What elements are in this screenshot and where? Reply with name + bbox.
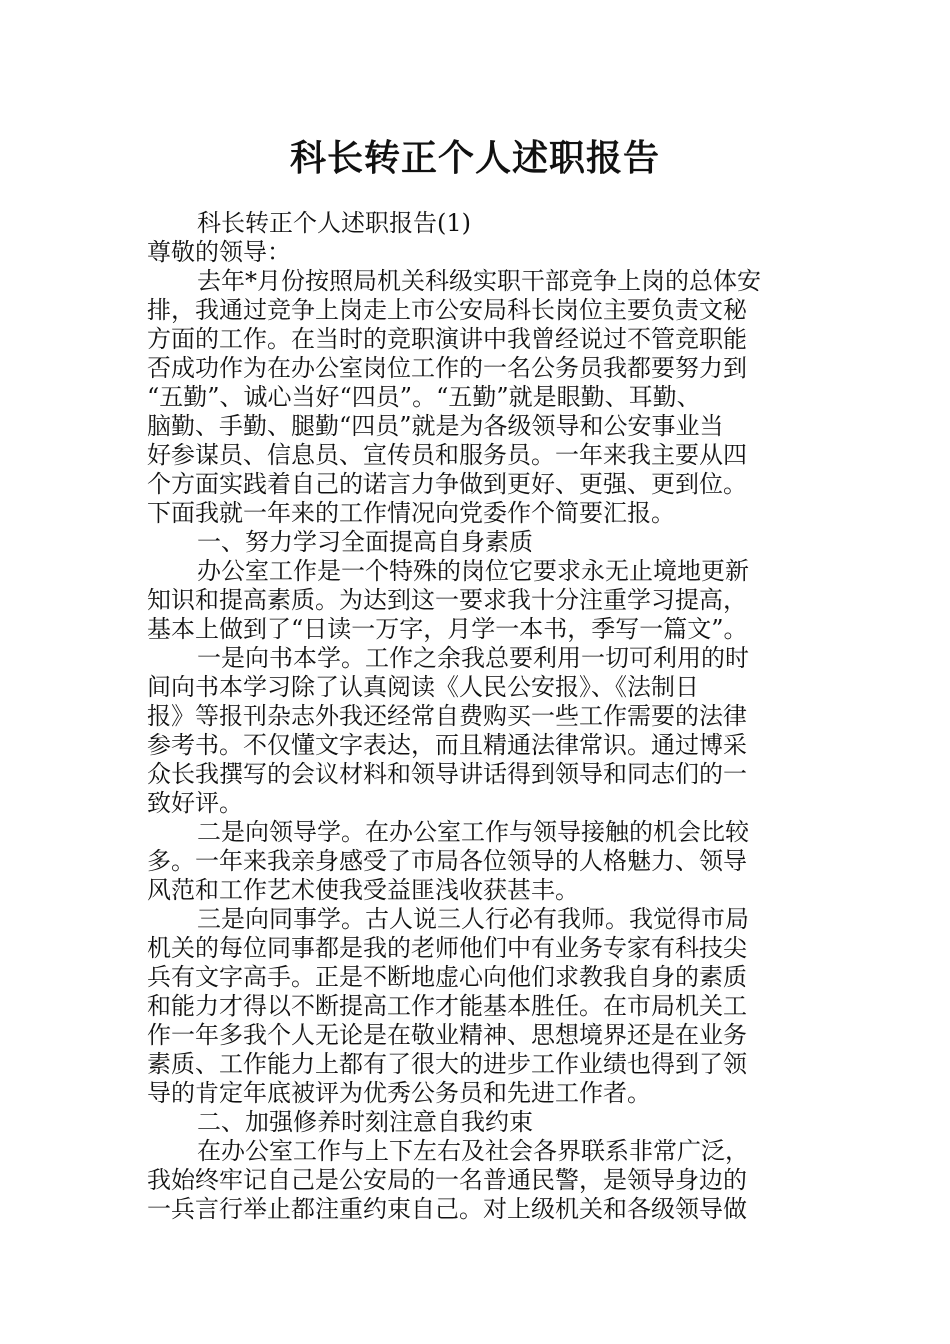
text-line: 一兵言行举止都注重约束自己。对上级机关和各级领导做	[147, 1195, 747, 1223]
text-line: 二是向领导学。在办公室工作与领导接触的机会比较	[197, 818, 749, 846]
text-line: 个方面实践着自己的诺言力争做到更好、更强、更到位。	[147, 470, 747, 498]
text-line: 众长我撰写的会议材料和领导讲话得到领导和同志们的一	[147, 760, 747, 788]
text-line: 素质、工作能力上都有了很大的进步工作业绩也得到了领	[147, 1050, 747, 1078]
text-line: 方面的工作。在当时的竞职演讲中我曾经说过不管竞职能	[147, 325, 747, 353]
text-line: 一、努力学习全面提高自身素质	[197, 528, 533, 556]
document-title: 科长转正个人述职报告	[289, 137, 660, 179]
text-line: 和能力才得以不断提高工作才能基本胜任。在市局机关工	[147, 992, 747, 1020]
text-line: 致好评。	[147, 789, 243, 817]
text-line: 机关的每位同事都是我的老师他们中有业务专家有科技尖	[147, 934, 747, 962]
text-line: 一是向书本学。工作之余我总要利用一切可利用的时	[197, 644, 749, 672]
document-body	[147, 209, 807, 1224]
text-line: 风范和工作艺术使我受益匪浅收获甚丰。	[147, 876, 579, 904]
text-line: 知识和提高素质。为达到这一要求我十分注重学习提高，	[147, 586, 747, 614]
text-line: 作一年多我个人无论是在敬业精神、思想境界还是在业务	[147, 1021, 747, 1049]
text-line: 导的肯定年底被评为优秀公务员和先进工作者。	[147, 1079, 651, 1107]
text-line: 基本上做到了“日读一万字，月学一本书，季写一篇文”。	[147, 615, 748, 643]
text-line: 参考书。不仅懂文字表达，而且精通法律常识。通过博采	[147, 731, 747, 759]
text-line: 三是向同事学。古人说三人行必有我师。我觉得市局	[197, 905, 749, 933]
text-line: 脑勤、手勤、腿勤“四员”就是为各级领导和公安事业当	[147, 412, 724, 440]
text-line: 多。一年来我亲身感受了市局各位领导的人格魅力、领导	[147, 847, 747, 875]
text-line: 办公室工作是一个特殊的岗位它要求永无止境地更新	[197, 557, 749, 585]
text-line: 好参谋员、信息员、宣传员和服务员。一年来我主要从四	[147, 441, 747, 469]
text-line: 尊敬的领导：	[147, 238, 291, 266]
text-line: 我始终牢记自己是公安局的一名普通民警，是领导身边的	[147, 1166, 747, 1194]
text-line: 间向书本学习除了认真阅读《人民公安报》、《法制日	[147, 673, 699, 701]
text-line: 科长转正个人述职报告(1)	[197, 209, 471, 237]
text-line: 报》等报刊杂志外我还经常自费购买一些工作需要的法律	[147, 702, 747, 730]
text-line: 排，我通过竞争上岗走上市公安局科长岗位主要负责文秘	[147, 296, 747, 324]
text-line: 二、加强修养时刻注意自我约束	[197, 1108, 533, 1136]
text-line: 兵有文字高手。正是不断地虚心向他们求教我自身的素质	[147, 963, 747, 991]
text-line: 在办公室工作与上下左右及社会各界联系非常广泛，	[197, 1137, 749, 1165]
text-line: 去年*月份按照局机关科级实职干部竞争上岗的总体安	[197, 267, 761, 295]
text-line: 否成功作为在办公室岗位工作的一名公务员我都要努力到	[147, 354, 747, 382]
text-line: “五勤”、诚心当好“四员”。“五勤”就是眼勤、耳勤、	[147, 383, 701, 411]
text-line: 下面我就一年来的工作情况向党委作个简要汇报。	[147, 499, 675, 527]
